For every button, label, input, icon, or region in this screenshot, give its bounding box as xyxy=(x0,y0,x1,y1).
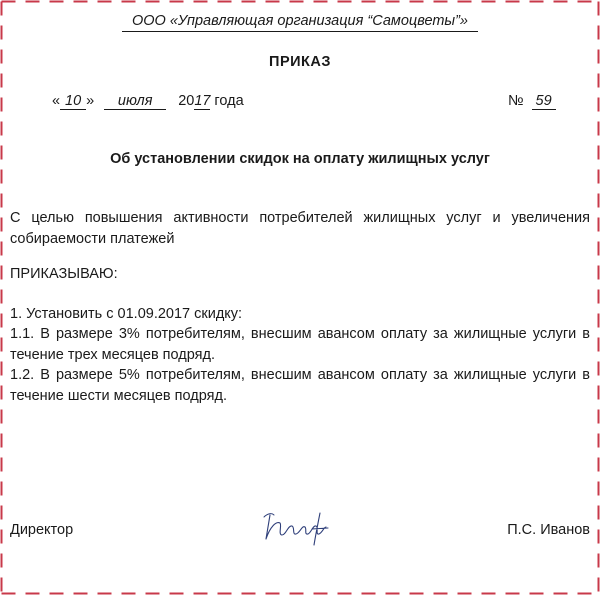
order-number xyxy=(508,93,556,110)
order-word: ПРИКАЗЫВАЮ: xyxy=(10,266,118,282)
date-day: 10 xyxy=(60,94,86,110)
order-item-1-2: 1.2. В размере 5% потребителям, внесшим авансом оплату за жилищные услуги в течение шести месяцев подряд. xyxy=(10,367,590,404)
date-year-suffix: 17 xyxy=(194,93,211,109)
preamble-text: С целью повышения активности потребителей жилищных услуг и увеличения собираемости платежей xyxy=(10,210,590,247)
date-close-quote: » xyxy=(86,93,95,109)
date-year-prefix: 20 xyxy=(178,93,195,109)
date-month: июля xyxy=(104,94,166,110)
order-item-1-1: 1.1. В размере 3% потребителям, внесшим авансом оплату за жилищные услуги в течение трех месяцев подряд. xyxy=(10,326,590,363)
number-label: № xyxy=(508,93,524,109)
order-date xyxy=(52,93,244,110)
document-title: ПРИКАЗ xyxy=(269,54,331,70)
date-year-word: года xyxy=(214,93,244,109)
organization-name: ООО «Управляющая организация “Самоцветы”» xyxy=(131,13,468,29)
signer-position: Директор xyxy=(10,522,74,538)
organization-underline xyxy=(122,31,478,32)
signer-name: П.С. Иванов xyxy=(507,522,590,538)
date-open-quote: « xyxy=(52,93,61,109)
order-subject: Об установлении скидок на оплату жилищных услуг xyxy=(110,151,490,167)
handwritten-signature xyxy=(262,505,342,547)
order-item-1: 1. Установить с 01.09.2017 скидку: xyxy=(10,306,243,322)
number-value: 59 xyxy=(532,94,556,110)
